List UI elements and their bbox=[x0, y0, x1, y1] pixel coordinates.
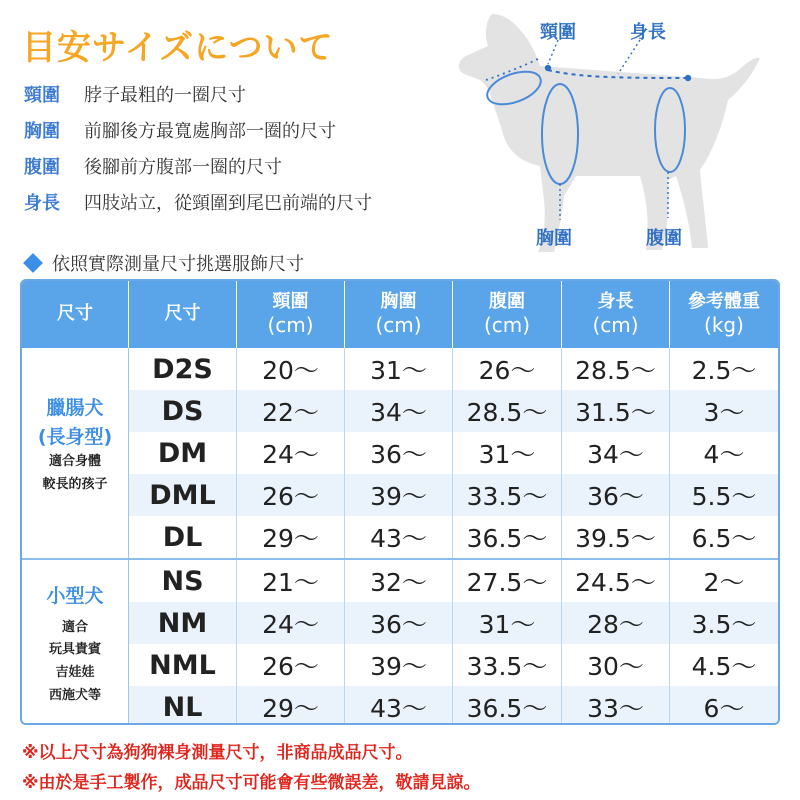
table-subheading bbox=[22, 250, 304, 276]
size-cell: NM bbox=[129, 602, 237, 644]
definition-term: 頸圍 bbox=[24, 85, 60, 106]
dog-silhouette-icon bbox=[440, 0, 770, 260]
neck-cell: 29～ bbox=[237, 686, 345, 725]
page-title: 目安サイズについて bbox=[22, 28, 334, 68]
group-dachshund bbox=[22, 348, 129, 558]
body-length-label: 身長 bbox=[630, 22, 666, 43]
header-category: 尺寸 bbox=[22, 281, 129, 348]
belly-cell: 31～ bbox=[453, 432, 562, 474]
weight-cell: 2.5～ bbox=[691, 356, 757, 385]
table-row bbox=[129, 560, 778, 602]
length-cell: 24.5～ bbox=[562, 560, 670, 602]
belly-cell: 33.5～ bbox=[453, 644, 562, 686]
diamond-bullet-icon bbox=[23, 253, 43, 273]
weight-cell: 2～ bbox=[703, 568, 745, 597]
definition-term: 腹圍 bbox=[24, 157, 60, 178]
size-cell: DL bbox=[129, 516, 237, 558]
subheading-text: 依照實際測量尺寸挑選服飾尺寸 bbox=[52, 254, 304, 275]
chest-cell: 34～ bbox=[345, 390, 453, 432]
note-line: ※以上尺寸為狗狗裸身測量尺寸，非商品成品尺寸。 bbox=[22, 743, 413, 763]
size-cell: DML bbox=[129, 474, 237, 516]
table-row bbox=[129, 602, 778, 644]
definition-item bbox=[24, 112, 372, 148]
header-weight: 參考體重 (kg) bbox=[688, 290, 760, 338]
table-row bbox=[129, 348, 778, 390]
weight-cell: 3～ bbox=[703, 398, 745, 427]
chest-label: 胸圍 bbox=[536, 228, 572, 249]
neck-cell: 22～ bbox=[237, 390, 345, 432]
chest-cell: 36～ bbox=[345, 432, 453, 474]
table-row bbox=[129, 432, 778, 474]
table-row bbox=[129, 686, 778, 725]
definition-text: 四肢站立，從頸圍到尾巴前端的尺寸 bbox=[84, 193, 372, 214]
length-cell: 39.5～ bbox=[562, 516, 670, 558]
neck-cell: 24～ bbox=[237, 602, 345, 644]
weight-cell: 3.5～ bbox=[691, 610, 757, 639]
weight-cell: 4.5～ bbox=[691, 652, 757, 681]
neck-cell: 26～ bbox=[237, 644, 345, 686]
belly-cell: 31～ bbox=[453, 602, 562, 644]
header-chest: 胸圍 (cm) bbox=[345, 281, 453, 348]
chest-cell: 43～ bbox=[345, 686, 453, 725]
size-cell: D2S bbox=[129, 348, 237, 390]
definition-term: 胸圍 bbox=[24, 121, 60, 142]
belly-cell: 27.5～ bbox=[453, 560, 562, 602]
header-size: 尺寸 bbox=[129, 281, 237, 348]
dog-measurement-diagram bbox=[440, 0, 770, 260]
header-length: 身長 (cm) bbox=[562, 281, 670, 348]
group-note: 適合 bbox=[61, 619, 88, 635]
table-row bbox=[129, 644, 778, 686]
header-belly: 腹圍 (cm) bbox=[453, 281, 562, 348]
weight-cell: 6.5～ bbox=[691, 524, 757, 553]
size-cell: DS bbox=[129, 390, 237, 432]
neck-cell: 26～ bbox=[237, 474, 345, 516]
table-header bbox=[22, 281, 778, 348]
chest-cell: 43～ bbox=[345, 516, 453, 558]
group-note: 吉娃娃 bbox=[55, 665, 95, 680]
belly-cell: 28.5～ bbox=[453, 390, 562, 432]
table-row bbox=[129, 474, 778, 516]
neck-cell: 29～ bbox=[237, 516, 345, 558]
table-row bbox=[129, 390, 778, 432]
definition-term: 身長 bbox=[24, 193, 60, 214]
group-subtitle: (長身型) bbox=[37, 425, 113, 448]
neck-label: 頸圍 bbox=[540, 22, 576, 43]
group-small-dog bbox=[22, 560, 129, 725]
definition-text: 前腳後方最寬處胸部一圈的尺寸 bbox=[84, 121, 336, 142]
notes bbox=[22, 738, 481, 798]
weight-cell: 4～ bbox=[703, 440, 745, 469]
group-note: 西施犬等 bbox=[48, 687, 101, 703]
group-title: 小型犬 bbox=[46, 585, 104, 607]
belly-cell: 33.5～ bbox=[453, 474, 562, 516]
length-cell: 28.5～ bbox=[562, 348, 670, 390]
size-cell: NML bbox=[129, 644, 237, 686]
size-cell: NS bbox=[129, 560, 237, 602]
chest-cell: 39～ bbox=[345, 644, 453, 686]
chest-cell: 36～ bbox=[345, 602, 453, 644]
definitions-list bbox=[24, 76, 372, 220]
neck-cell: 20～ bbox=[237, 348, 345, 390]
length-cell: 28～ bbox=[562, 602, 670, 644]
weight-cell: 6～ bbox=[703, 694, 745, 723]
group-title: 臘腸犬 bbox=[46, 397, 104, 419]
table-row bbox=[129, 516, 778, 558]
neck-cell: 21～ bbox=[237, 560, 345, 602]
chest-cell: 39～ bbox=[345, 474, 453, 516]
group-note: 玩具貴賓 bbox=[48, 642, 101, 658]
group-note: 適合身體 bbox=[48, 454, 101, 469]
note-line: ※由於是手工製作，成品尺寸可能會有些微誤差，敬請見諒。 bbox=[22, 773, 481, 793]
belly-cell: 26～ bbox=[453, 348, 562, 390]
belly-cell: 36.5～ bbox=[453, 686, 562, 725]
weight-cell: 5.5～ bbox=[691, 482, 757, 511]
size-cell: DM bbox=[129, 432, 237, 474]
belly-cell: 36.5～ bbox=[453, 516, 562, 558]
length-cell: 36～ bbox=[562, 474, 670, 516]
belly-label: 腹圍 bbox=[646, 228, 682, 249]
definition-text: 脖子最粗的一圈尺寸 bbox=[84, 85, 246, 106]
definition-item bbox=[24, 184, 372, 220]
header-neck: 頸圍 (cm) bbox=[237, 281, 345, 348]
size-table bbox=[20, 279, 780, 725]
chest-cell: 31～ bbox=[345, 348, 453, 390]
definition-text: 後腳前方腹部一圈的尺寸 bbox=[84, 157, 282, 178]
chest-cell: 32～ bbox=[345, 560, 453, 602]
definition-item bbox=[24, 76, 372, 112]
size-cell: NL bbox=[129, 686, 237, 725]
length-cell: 30～ bbox=[562, 644, 670, 686]
group-note: 較長的孩子 bbox=[42, 476, 108, 492]
definition-item bbox=[24, 148, 372, 184]
length-cell: 31.5～ bbox=[562, 390, 670, 432]
neck-cell: 24～ bbox=[237, 432, 345, 474]
length-cell: 34～ bbox=[562, 432, 670, 474]
length-cell: 33～ bbox=[562, 686, 670, 725]
